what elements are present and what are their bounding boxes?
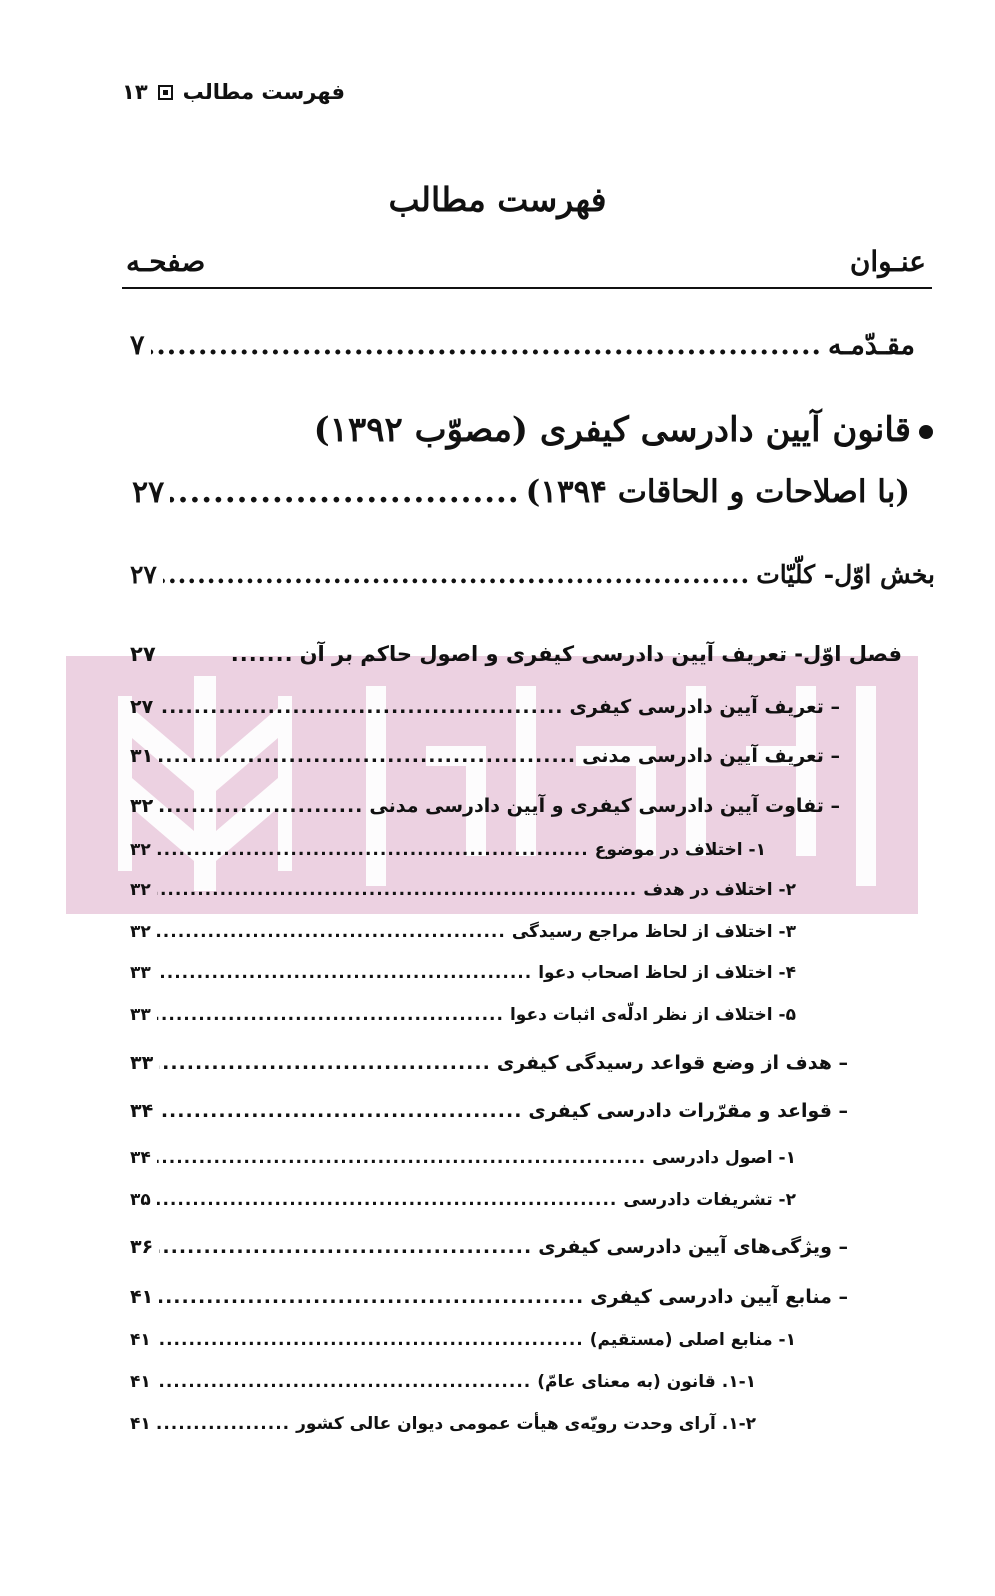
toc-entry-page: ۳۲ xyxy=(130,922,151,942)
toc-entry-page: ۴۱ xyxy=(130,1414,151,1434)
toc-entry-title: ۴- اختلاف از لحاظ اصحاب دعوا xyxy=(538,963,796,983)
dot-leader xyxy=(157,1372,532,1392)
toc-entry-page: ۳۶ xyxy=(130,1236,154,1258)
law-title-line1 xyxy=(314,410,933,450)
dot-leader xyxy=(157,963,532,983)
running-header-page-number: ۱۳ xyxy=(122,80,148,104)
toc-entry-page: ۳۳ xyxy=(130,1052,154,1074)
toc-entry-page: ۲۷ xyxy=(130,560,157,589)
toc-entry-part1 xyxy=(130,560,935,589)
toc-entry-title: (با اصلاحات و الحاقات ۱۳۹۴) xyxy=(525,474,910,510)
toc-entry-title: ۱- اصول دادرسی xyxy=(652,1148,796,1168)
toc-entry-page: ۷ xyxy=(130,330,145,361)
toc-entry-title: – تفاوت آیین دادرسی کیفری و آیین دادرسی مدنی xyxy=(369,795,840,817)
toc-entry-page: ۳۴ xyxy=(130,1100,154,1122)
toc-entry xyxy=(130,745,840,767)
toc-entry xyxy=(130,1286,848,1308)
publisher-watermark xyxy=(66,656,918,914)
toc-entry-title: بخش اوّل- کلّیّات xyxy=(756,560,935,589)
toc-entry-title: ۱- اختلاف در موضوع xyxy=(594,840,766,860)
dot-leader xyxy=(159,795,363,817)
toc-entry xyxy=(130,963,796,983)
toc-entry xyxy=(130,795,840,817)
column-header xyxy=(122,243,932,289)
toc-entry-page: ۴۱ xyxy=(130,1286,154,1308)
dot-leader xyxy=(157,922,506,942)
toc-entry xyxy=(130,840,766,860)
dot-leader xyxy=(157,880,637,900)
toc-entry-title: – تعریف آیین دادرسی کیفری xyxy=(569,696,840,718)
toc-entry xyxy=(130,1005,796,1025)
toc-entry-title: ۲- اختلاف در هدف xyxy=(643,880,796,900)
toc-entry-chapter1 xyxy=(130,642,902,666)
toc-entry-title: – هدف از وضع قواعد رسیدگی کیفری xyxy=(496,1052,848,1074)
toc-entry-page: ۳۲ xyxy=(130,840,151,860)
dot-leader xyxy=(170,474,519,510)
toc-entry xyxy=(130,1052,848,1074)
toc-entry-title: فصل اوّل- تعریف آیین دادرسی کیفری و اصول حاکم بر آن xyxy=(299,642,902,666)
running-header-title: فهرست مطالب xyxy=(182,80,345,104)
dot-leader xyxy=(159,1100,522,1122)
toc-entry-title: ۱-۱. قانون (به معنای عامّ) xyxy=(537,1372,756,1392)
toc-entry-page: ۲۷ xyxy=(132,475,165,510)
toc-entry-page: ۴۱ xyxy=(130,1372,151,1392)
toc-entry xyxy=(130,1190,796,1210)
watermark-logo-icon xyxy=(66,656,918,914)
toc-entry-page: ۳۲ xyxy=(130,880,151,900)
dot-leader xyxy=(159,1236,532,1258)
toc-entry xyxy=(130,1330,796,1350)
toc-entry xyxy=(130,922,796,942)
toc-entry xyxy=(130,1236,848,1258)
toc-entry-title: ۵- اختلاف از نظر ادلّه‌ی اثبات دعوا xyxy=(509,1005,796,1025)
toc-entry-title: مقـدّمـه xyxy=(827,330,915,361)
toc-entry-page: ۲۷ xyxy=(130,642,156,666)
toc-entry-page: ۳۳ xyxy=(130,963,151,983)
toc-entry-page: ۳۳ xyxy=(130,1005,151,1025)
running-header xyxy=(122,80,345,104)
toc-entry-title: – قواعد و مقرّرات دادرسی کیفری xyxy=(528,1100,848,1122)
toc-entry xyxy=(130,1372,756,1392)
toc-entry xyxy=(130,1148,796,1168)
toc-entry-law xyxy=(132,474,910,510)
dot-leader xyxy=(159,696,563,718)
toc-entry-title: – ویژگی‌های آیین دادرسی کیفری xyxy=(538,1236,848,1258)
toc-entry-title: ۱-۲. آرای وحدت رویّه‌ی هیأت عمومی دیوان عالی کشور xyxy=(296,1414,756,1434)
toc-entry-intro xyxy=(130,330,915,361)
dot-leader xyxy=(159,1052,491,1074)
toc-entry-title: – منابع آیین دادرسی کیفری xyxy=(590,1286,848,1308)
toc-entry-page: ۲۷ xyxy=(130,696,154,718)
toc-entry-title: – تعریف آیین دادرسی مدنی xyxy=(582,745,840,767)
toc-entry xyxy=(130,880,796,900)
dot-leader xyxy=(157,840,589,860)
column-header-title: عنـوان xyxy=(849,245,926,278)
toc-entry xyxy=(130,696,840,718)
toc-entry-page: ۳۲ xyxy=(130,795,154,817)
toc-entry xyxy=(130,1100,848,1122)
dot-leader xyxy=(159,1286,584,1308)
dot-leader xyxy=(157,1414,290,1434)
dot-leader xyxy=(157,1190,618,1210)
toc-entry-page: ۳۱ xyxy=(130,745,154,767)
toc-entry-title: ۱- منابع اصلی (مستقیم) xyxy=(589,1330,796,1350)
dot-leader xyxy=(151,330,822,361)
toc-entry-page: ۴۱ xyxy=(130,1330,151,1350)
toc-entry-title: ۲- تشریفات دادرسی xyxy=(623,1190,796,1210)
dot-leader xyxy=(163,560,750,589)
toc-entry-title: ۳- اختلاف از لحاظ مراجع رسیدگی xyxy=(511,922,796,942)
toc-entry xyxy=(130,1414,756,1434)
square-bullet-icon xyxy=(158,85,173,100)
dot-leader xyxy=(157,1330,584,1350)
dot-leader xyxy=(157,1005,504,1025)
dot-leader xyxy=(157,1148,646,1168)
column-header-page: صفحـه xyxy=(126,245,206,278)
toc-entry-page: ۳۵ xyxy=(130,1190,151,1210)
page-title: فهرست مطالب xyxy=(388,180,607,219)
bullet-icon xyxy=(919,425,933,439)
dot-leader xyxy=(159,745,576,767)
dot-leader xyxy=(228,642,294,666)
toc-entry-page: ۳۴ xyxy=(130,1148,151,1168)
law-title-text: قانون آیین دادرسی کیفری (مصوّب ۱۳۹۲) xyxy=(313,410,911,450)
